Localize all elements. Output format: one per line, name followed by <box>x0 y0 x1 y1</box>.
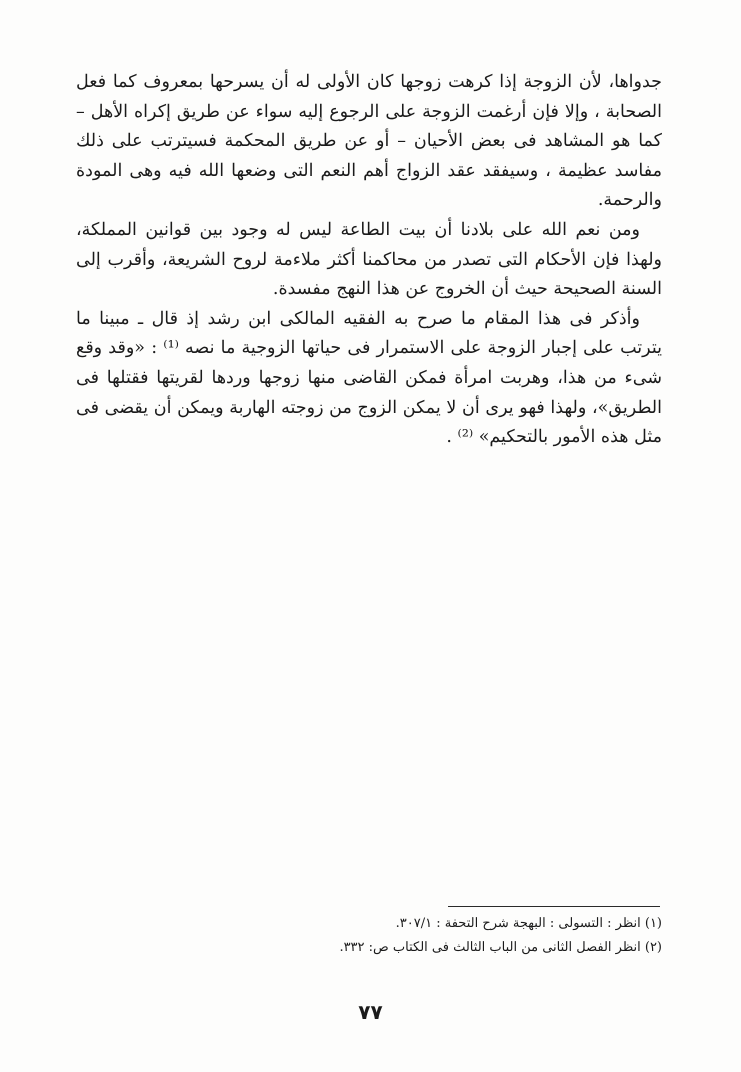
paragraph-3: وأذكر فى هذا المقام ما صرح به الفقيه المالكى ابن رشد إذ قال ـ مبينا ما يترتب على إجبار الزوجة على الاستمرار فى حياتها الزوجية ما نصه ⁽¹⁾ : «وقد وقع شىء من هذا، وهربت امرأة فمكن القاضى منها زوجها وردها لقريتها فقتلها فى الطريق»، ولهذا فهو يرى أن لا يمكن الزوج من زوجته الهاربة ويمكن أن يقضى فى مثل هذه الأمور بالتحكيم» ⁽²⁾ . <box>76 308 662 448</box>
footnote-2: (٢) انظر الفصل الثانى من الباب الثالث فى الكتاب ص: ٣٣٢. <box>339 940 662 955</box>
paragraph-2: ومن نعم الله على بلادنا أن بيت الطاعة ليس له وجود بين قوانين المملكة، ولهذا فإن الأحكام التى تصدر من محاكمنا أكثر ملاءمة لروح الشريعة، وأقرب إلى السنة الصحيحة حيث أن الخروج عن هذا النهج مفسدة. <box>76 219 662 300</box>
footnote-1: (١) انظر : التسولى : البهجة شرح التحفة : ٣٠٧/١. <box>395 916 662 931</box>
page-number: ٧٧ <box>358 1000 383 1024</box>
footnotes <box>76 912 662 960</box>
paragraph-1: جدواها، لأن الزوجة إذا كرهت زوجها كان الأولى له أن يسرحها بمعروف كما فعل الصحابة ، وإلا فإن أرغمت الزوجة على الرجوع إليه سواء عن طريق إكراه الأهل – كما هو المشاهد فى بعض الأحيان – أو عن طريق المحكمة فسيترتب على ذلك مفاسد عظيمة ، وسيفقد عقد الزواج أهم النعم التى وضعها الله فيه وهى المودة والرحمة. <box>76 72 662 211</box>
main-text <box>76 68 662 453</box>
footnote-divider <box>448 906 660 907</box>
